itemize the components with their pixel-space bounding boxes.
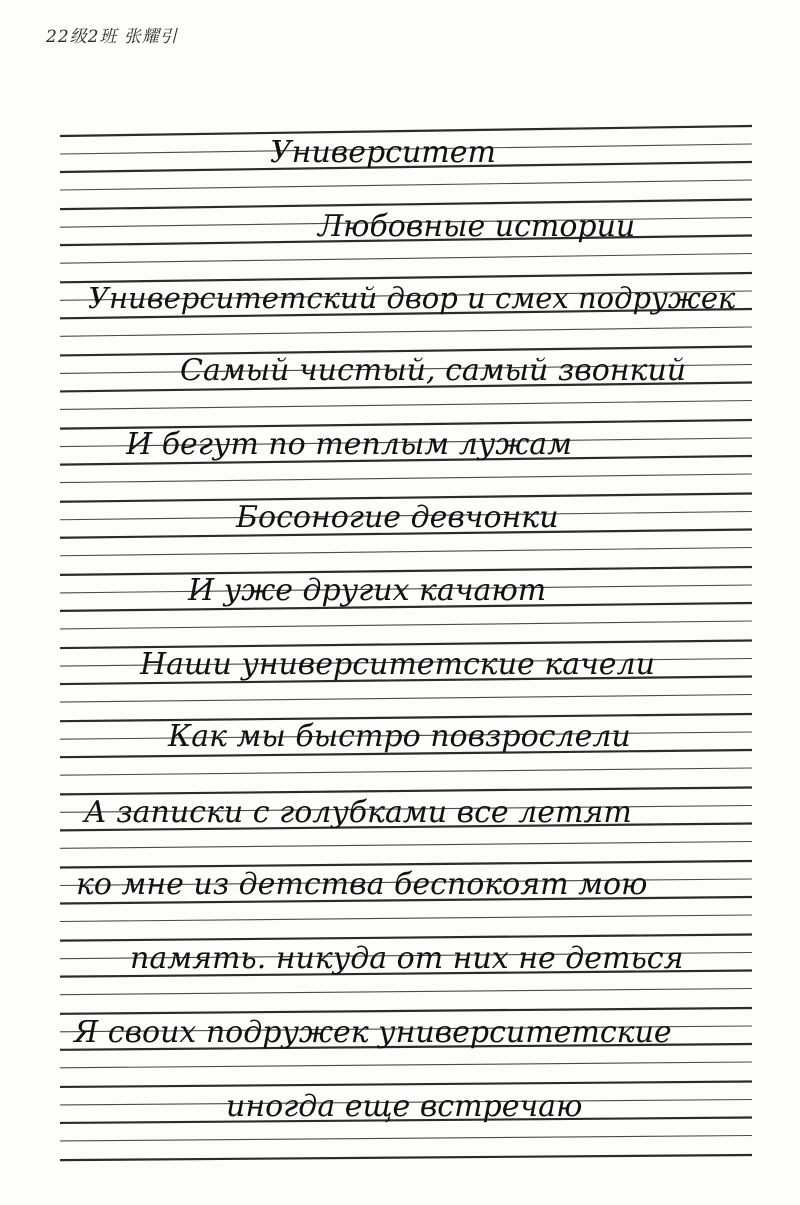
- text-line-3: Университетский двор и смех подружек: [88, 281, 736, 315]
- text-line-11: ко мне из детства беспокоят мою: [76, 867, 648, 902]
- text-line-9: Как мы быстро повзрослели: [168, 719, 631, 754]
- ruled-line: [60, 254, 752, 264]
- text-line-4: Самый чистый, самый звонкий: [180, 353, 687, 388]
- text-line-13: Я своих подружек университетские: [74, 1015, 672, 1050]
- text-line-10: А записки с голубками все летят: [84, 795, 632, 830]
- ruled-line: [60, 1136, 752, 1141]
- text-line-12: память. никуда от них не деться: [130, 941, 684, 976]
- text-line-1: Университет: [270, 135, 496, 170]
- ruled-line: [60, 401, 752, 410]
- text-line-8: Наши университетские качели: [140, 647, 655, 682]
- ruled-line: [60, 1155, 752, 1160]
- ruled-line: [60, 915, 752, 922]
- text-line-2: Любовные истории: [318, 209, 636, 244]
- text-line-7: И уже других качают: [188, 573, 547, 608]
- ruled-line: [60, 1008, 752, 1014]
- text-line-6: Босоногие девчонки: [236, 500, 559, 535]
- text-line-5: И бегут по теплым лужам: [126, 427, 573, 462]
- ruled-line: [60, 621, 752, 629]
- student-name-note: 22级2班 张耀引: [46, 27, 178, 47]
- ruled-line: [60, 695, 752, 703]
- ruled-line: [60, 935, 752, 941]
- ruled-line: [60, 768, 752, 775]
- ruled-line: [60, 327, 752, 336]
- ruled-line: [60, 1082, 752, 1087]
- ruled-line: [60, 1062, 752, 1068]
- text-line-14: иногда еще встречаю: [226, 1089, 583, 1124]
- ruled-line: [60, 474, 752, 483]
- ruled-line: [60, 548, 752, 556]
- ruled-line: [60, 842, 752, 849]
- ruled-line: [60, 200, 752, 210]
- ruled-line: [60, 989, 752, 995]
- ruled-line: [60, 180, 752, 190]
- ruled-line: [60, 788, 752, 795]
